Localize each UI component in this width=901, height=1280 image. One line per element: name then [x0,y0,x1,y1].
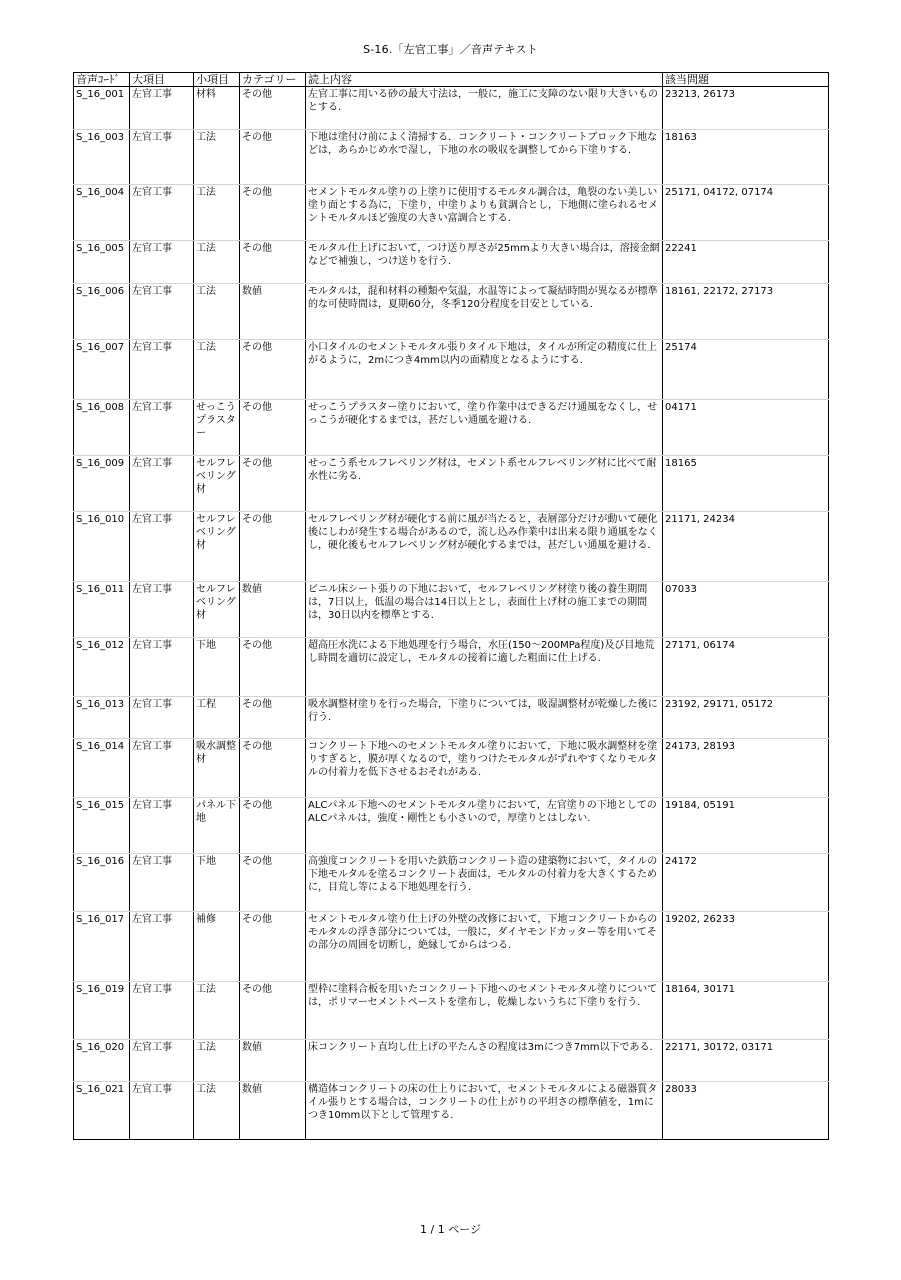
cell-category: 数値 [240,582,306,638]
cell-content: セルフレベリング材が硬化する前に風が当たると，表層部分だけが動いて硬化後にしわが発生する場合があるので，流し込み作業中は出来る限り通風をなくし，硬化後もセルフレベリング材が硬化するまでは，甚だしい通風を避ける. [306,512,663,582]
cell-category: その他 [240,798,306,854]
cell-content: ALCパネル下地へのセメントモルタル塗りにおいて，左官塗りの下地としてのALCパネルは，強度・剛性とも小さいので，厚塗りとはしない. [306,798,663,854]
table-header-row [74,73,829,87]
table-row [74,241,829,284]
cell-questions: 25174 [663,340,829,400]
cell-major: 左官工事 [130,982,194,1040]
cell-minor: 工法 [194,982,240,1040]
cell-questions: 22171, 30172, 03171 [663,1040,829,1082]
cell-category: その他 [240,739,306,798]
table-row [74,739,829,798]
cell-code: S_16_015 [74,798,130,854]
cell-code: S_16_017 [74,912,130,982]
cell-category: その他 [240,912,306,982]
cell-questions: 25171, 04172, 07174 [663,185,829,241]
cell-category: その他 [240,185,306,241]
voice-text-table [73,72,829,1140]
table-row [74,912,829,982]
cell-code: S_16_020 [74,1040,130,1082]
document-title: S-16.「左官工事」／音声テキスト [363,43,538,56]
cell-questions: 24172 [663,854,829,912]
cell-questions: 23213, 26173 [663,87,829,130]
cell-content: セメントモルタル塗りの上塗りに使用するモルタル調合は，亀裂のない美しい塗り面とする為に，下塗り，中塗りよりも貧調合とし，下地側に塗られるセメントモルタルほど強度の大きい富調合とする. [306,185,663,241]
cell-major: 左官工事 [130,400,194,456]
cell-minor: せっこうプラスター [194,400,240,456]
cell-minor: 工法 [194,284,240,340]
cell-code: S_16_019 [74,982,130,1040]
cell-questions: 18165 [663,456,829,512]
cell-minor: 吸水調整材 [194,739,240,798]
cell-major: 左官工事 [130,130,194,185]
cell-questions: 18161, 22172, 27173 [663,284,829,340]
cell-category: その他 [240,241,306,284]
cell-minor: 工法 [194,1082,240,1140]
cell-questions: 22241 [663,241,829,284]
cell-minor: 工法 [194,185,240,241]
table-row [74,400,829,456]
cell-questions: 28033 [663,1082,829,1140]
table-row [74,456,829,512]
cell-content: 下地は塗付け前によく清掃する．コンクリート・コンクリートブロック下地などは，あらかじめ水で湿し，下地の水の吸収を調整してから下塗りする. [306,130,663,185]
cell-content: 吸水調整材塗りを行った場合，下塗りについては，吸湿調整材が乾燥した後に行う. [306,697,663,739]
cell-code: S_16_003 [74,130,130,185]
cell-major: 左官工事 [130,582,194,638]
cell-content: 超高圧水洗による下地処理を行う場合，水圧(150～200MPa程度)及び目地荒し時間を適切に設定し，モルタルの接着に適した粗面に仕上げる. [306,638,663,697]
cell-code: S_16_008 [74,400,130,456]
cell-content: 構造体コンクリートの床の仕上りにおいて，セメントモルタルによる磁器質タイル張りとする場合は，コンクリートの仕上がりの平坦さの標準値を，1mにつき10mm以下として管理する. [306,1082,663,1140]
table-row [74,854,829,912]
cell-questions: 21171, 24234 [663,512,829,582]
table-row [74,340,829,400]
cell-category: 数値 [240,1040,306,1082]
cell-minor: セルフレベリング材 [194,512,240,582]
cell-content: せっこう系セルフレベリング材は，セメント系セルフレベリング材に比べて耐水性に劣る. [306,456,663,512]
cell-major: 左官工事 [130,87,194,130]
cell-major: 左官工事 [130,697,194,739]
column-header-questions: 該当問題 [663,73,829,87]
table-row [74,512,829,582]
cell-category: 数値 [240,284,306,340]
cell-questions: 23192, 29171, 05172 [663,697,829,739]
cell-major: 左官工事 [130,340,194,400]
cell-code: S_16_013 [74,697,130,739]
cell-questions: 19184, 05191 [663,798,829,854]
cell-code: S_16_006 [74,284,130,340]
cell-major: 左官工事 [130,1082,194,1140]
cell-major: 左官工事 [130,512,194,582]
cell-minor: 工法 [194,130,240,185]
cell-major: 左官工事 [130,854,194,912]
cell-content: 左官工事に用いる砂の最大寸法は，一般に，施工に支障のない限り大きいものとする. [306,87,663,130]
column-header-major: 大項目 [130,73,194,87]
table-row [74,582,829,638]
cell-code: S_16_004 [74,185,130,241]
cell-questions: 04171 [663,400,829,456]
cell-content: コンクリート下地へのセメントモルタル塗りにおいて，下地に吸水調整材を塗りすぎると，膜が厚くなるので，塗りつけたモルタルがずれやすくなりモルタルの付着力を低下させるおそれがある. [306,739,663,798]
cell-minor: パネル下地 [194,798,240,854]
cell-questions: 24173, 28193 [663,739,829,798]
cell-questions: 18163 [663,130,829,185]
cell-code: S_16_007 [74,340,130,400]
table-row [74,697,829,739]
table-row [74,798,829,854]
cell-content: 床コンクリート直均し仕上げの平たんさの程度は3mにつき7mm以下である. [306,1040,663,1082]
cell-code: S_16_009 [74,456,130,512]
cell-minor: セルフレベリング材 [194,456,240,512]
cell-major: 左官工事 [130,912,194,982]
cell-content: ビニル床シート張りの下地において，セルフレベリング材塗り後の養生期間は，7日以上，低温の場合は14日以上とし，表面仕上げ材の施工までの期間は，30日以内を標準とする. [306,582,663,638]
cell-category: その他 [240,340,306,400]
cell-minor: 下地 [194,854,240,912]
cell-major: 左官工事 [130,456,194,512]
cell-category: その他 [240,638,306,697]
table-row [74,87,829,130]
cell-code: S_16_014 [74,739,130,798]
cell-code: S_16_016 [74,854,130,912]
cell-major: 左官工事 [130,241,194,284]
page-number: 1 / 1 ページ [420,1223,481,1236]
cell-code: S_16_001 [74,87,130,130]
cell-content: 高強度コンクリートを用いた鉄筋コンクリート造の建築物において，タイルの下地モルタルを塗るコンクリート表面は，モルタルの付着力を大きくするために，目荒し等による下地処理を行う. [306,854,663,912]
cell-minor: 工法 [194,1040,240,1082]
table-row [74,185,829,241]
cell-code: S_16_012 [74,638,130,697]
cell-major: 左官工事 [130,739,194,798]
cell-category: その他 [240,854,306,912]
table-row [74,638,829,697]
cell-major: 左官工事 [130,1040,194,1082]
cell-major: 左官工事 [130,185,194,241]
cell-minor: 下地 [194,638,240,697]
cell-major: 左官工事 [130,284,194,340]
cell-content: モルタルは，混和材料の種類や気温，水温等によって凝結時間が異なるが標準的な可使時間は，夏期60分，冬季120分程度を目安としている. [306,284,663,340]
column-header-code: 音声ｺｰﾄﾞ [74,73,130,87]
cell-minor: セルフレベリング材 [194,582,240,638]
cell-questions: 27171, 06174 [663,638,829,697]
cell-minor: 材料 [194,87,240,130]
cell-content: セメントモルタル塗り仕上げの外壁の改修において，下地コンクリートからのモルタルの浮き部分については，一般に，ダイヤモンドカッター等を用いてその部分の周囲を切断し，絶縁してからはつる. [306,912,663,982]
cell-minor: 工法 [194,340,240,400]
cell-category: その他 [240,697,306,739]
column-header-category: カテゴリー [240,73,306,87]
column-header-content: 読上内容 [306,73,663,87]
cell-minor: 補修 [194,912,240,982]
cell-major: 左官工事 [130,798,194,854]
cell-questions: 18164, 30171 [663,982,829,1040]
cell-category: 数値 [240,1082,306,1140]
cell-questions: 19202, 26233 [663,912,829,982]
cell-category: その他 [240,456,306,512]
cell-category: その他 [240,400,306,456]
cell-questions: 07033 [663,582,829,638]
cell-code: S_16_011 [74,582,130,638]
cell-content: モルタル仕上げにおいて，つけ送り厚さが25mmより大きい場合は，溶接金網などで補強し，つけ送りを行う. [306,241,663,284]
cell-category: その他 [240,512,306,582]
column-header-minor: 小項目 [194,73,240,87]
cell-minor: 工法 [194,241,240,284]
cell-content: 小口タイルのセメントモルタル張りタイル下地は，タイルが所定の精度に仕上がるように，2mにつき4mm以内の面精度となるようにする. [306,340,663,400]
cell-category: その他 [240,87,306,130]
cell-code: S_16_021 [76,1084,125,1095]
table-row [74,1040,829,1082]
cell-category: その他 [240,982,306,1040]
table-row [74,130,829,185]
cell-content: せっこうプラスター塗りにおいて，塗り作業中はできるだけ通風をなくし，せっこうが硬化するまでは，甚だしい通風を避ける. [306,400,663,456]
table-row [74,982,829,1040]
table-row [74,1082,829,1140]
cell-major: 左官工事 [130,638,194,697]
cell-minor: 工程 [194,697,240,739]
cell-code: S_16_005 [74,241,130,284]
table-row [74,284,829,340]
cell-content: 型枠に塗料合板を用いたコンクリート下地へのセメントモルタル塗りについては，ポリマーセメントペーストを塗布し，乾燥しないうちに下塗りを行う. [306,982,663,1040]
cell-code: S_16_010 [74,512,130,582]
cell-category: その他 [240,130,306,185]
